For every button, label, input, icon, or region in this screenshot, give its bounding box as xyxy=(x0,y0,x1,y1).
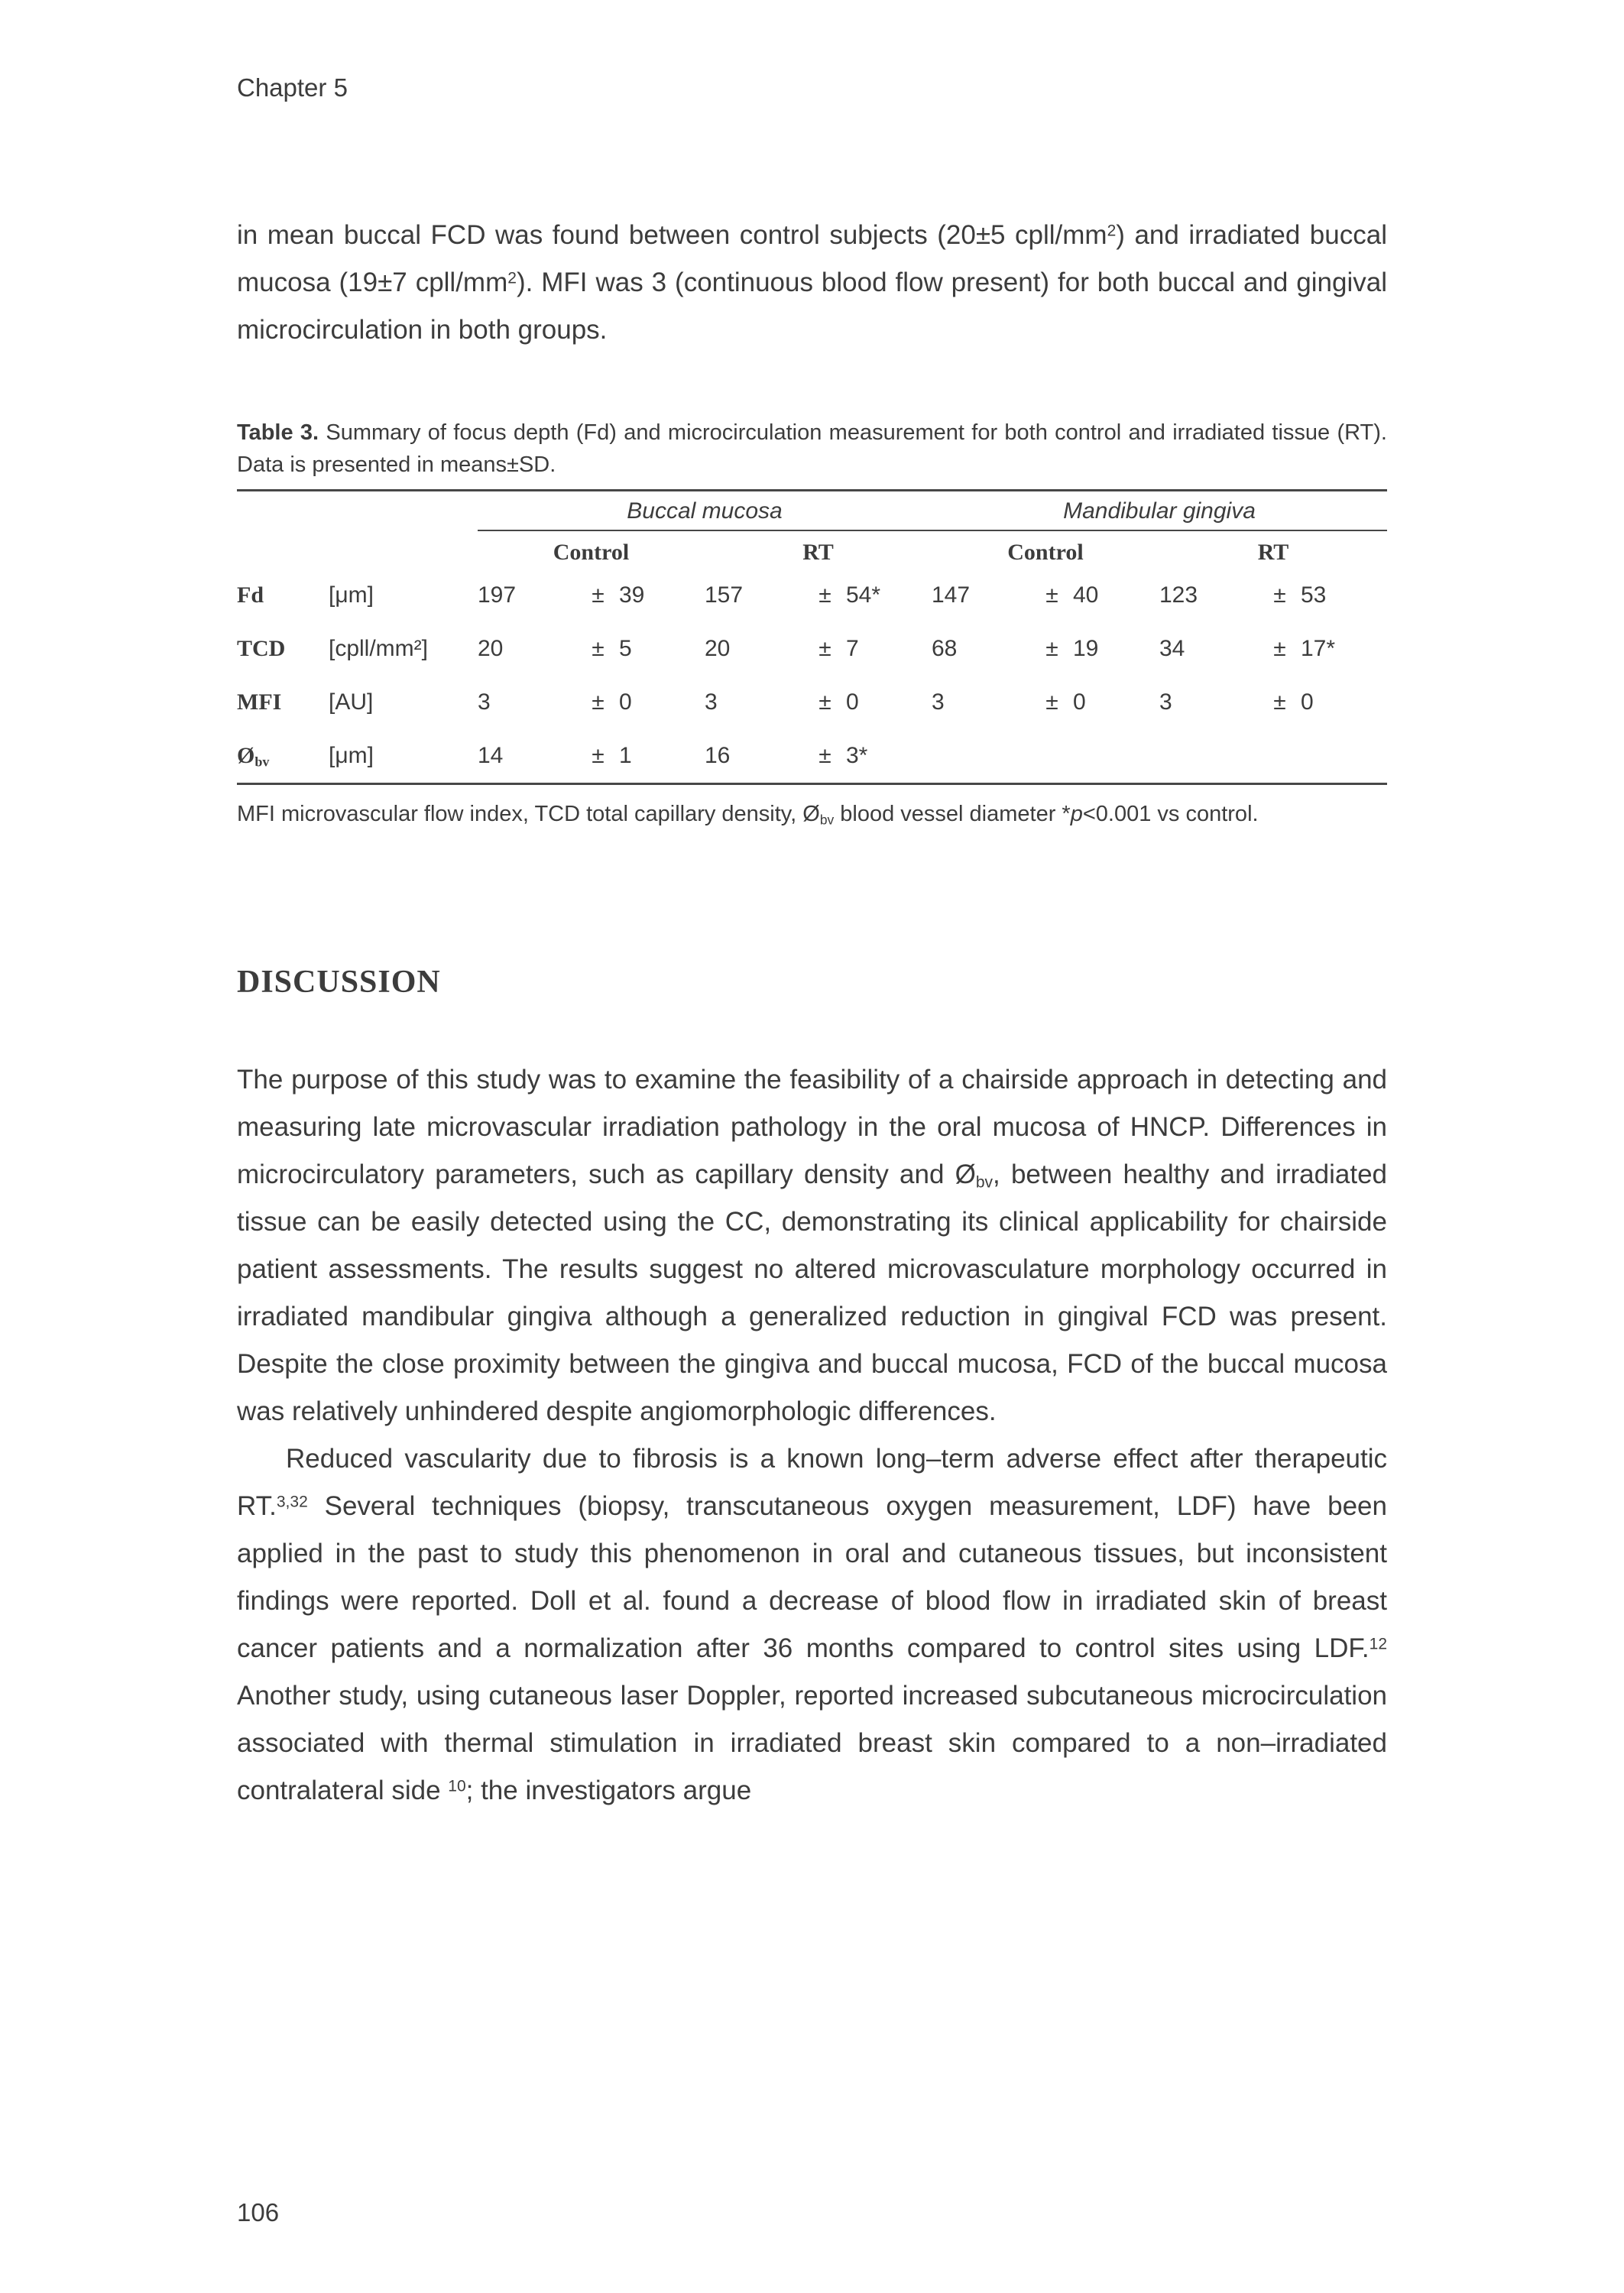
cell-sd: 39 xyxy=(619,582,645,608)
discussion-heading: DISCUSSION xyxy=(237,965,441,1000)
cell-pm: ± xyxy=(1045,636,1058,661)
cell-pm: ± xyxy=(592,582,605,608)
table-row-vessel-diameter xyxy=(237,729,1387,784)
row-unit: [μm] xyxy=(329,743,374,768)
sub-header-gingiva-control: Control xyxy=(1007,540,1084,565)
cell-sd: 40 xyxy=(1073,582,1099,608)
cell-mean: 16 xyxy=(705,743,731,768)
row-label-fd: Fd xyxy=(237,582,264,608)
discussion-paragraph-1: The purpose of this study was to examine the feasibility of a chairside approach in detecting and measuring late microvascular irradiation pathology in the oral mucosa of HNCP. Differences in microcirculatory parameters, such as capillary density and $Ø_{bv}$, between healthy and irradiated tissue can be easily detected using the CC, demonstrating its clinical applicability for chairside patient assessments. The results suggest no altered microvasculature morphology occurred in irradiated mandibular gingiva although a generalized reduction in gingival FCD was present. Despite the close proximity between the gingiva and buccal mucosa, FCD of the buccal mucosa was relatively unhindered despite angiomorphologic differences. xyxy=(237,1065,1387,1426)
cell-pm: ± xyxy=(1273,582,1286,608)
cell-sd: 7 xyxy=(846,636,859,661)
cell-sd: 0 xyxy=(1073,689,1086,715)
cell-sd: 53 xyxy=(1301,582,1327,608)
row-unit: [cpll/mm²] xyxy=(329,636,428,661)
cell-mean: 68 xyxy=(932,636,958,661)
cell-pm: ± xyxy=(1273,689,1286,715)
row-unit: [AU] xyxy=(329,689,374,715)
chapter-header: Chapter 5 xyxy=(237,73,348,102)
cell-pm: ± xyxy=(592,689,605,715)
table-footnote: MFI microvascular flow index, TCD total capillary density, $Ø_{bv}$ blood vessel diameter *p<0.001 vs control. xyxy=(237,802,1259,828)
table-group-header-row xyxy=(237,491,1387,531)
row-label-mfi: MFI xyxy=(237,689,282,715)
cell-sd: 19 xyxy=(1073,636,1099,661)
cell-mean: 197 xyxy=(478,582,517,608)
cell-mean: 20 xyxy=(705,636,731,661)
row-label-vessel-diameter: $Ø_{bv}$ xyxy=(237,743,270,770)
cell-pm: ± xyxy=(592,743,605,768)
sub-header-buccal-control: Control xyxy=(553,540,630,565)
table-caption xyxy=(237,417,1387,481)
table-caption-label: Table 3. xyxy=(237,420,326,445)
cell-sd: 3* xyxy=(846,743,868,768)
cell-pm: ± xyxy=(818,689,831,715)
cell-mean: 157 xyxy=(705,582,744,608)
row-label-tcd: TCD xyxy=(237,636,286,661)
cell-sd xyxy=(1301,729,1387,784)
cell-sd: 0 xyxy=(1301,689,1314,715)
cell-sd: 5 xyxy=(619,636,632,661)
cell-mean: 123 xyxy=(1159,582,1198,608)
cell-mean: 147 xyxy=(932,582,971,608)
cell-pm: ± xyxy=(1045,582,1058,608)
table-row-mfi xyxy=(237,676,1387,729)
cell-sd: 0 xyxy=(846,689,859,715)
group-header-spacer xyxy=(237,491,478,531)
cell-pm: ± xyxy=(818,636,831,661)
cell-pm: ± xyxy=(592,636,605,661)
table-row-fd xyxy=(237,569,1387,622)
row-unit: [μm] xyxy=(329,582,374,608)
sub-header-spacer xyxy=(237,530,478,569)
cell-pm xyxy=(1259,729,1301,784)
group-header-mandibular-gingiva: Mandibular gingiva xyxy=(932,491,1387,531)
table-sub-header-row xyxy=(237,530,1387,569)
page-number: 106 xyxy=(237,2198,280,2227)
cell-sd: 54* xyxy=(846,582,881,608)
sub-header-gingiva-rt: RT xyxy=(1257,540,1289,565)
cell-pm: ± xyxy=(818,582,831,608)
cell-sd: 1 xyxy=(619,743,632,768)
table-caption-text: Summary of focus depth (Fd) and microcirculation measurement for both control and irradiated tissue (RT). Data is presented in means±SD. xyxy=(237,420,1387,477)
table-3 xyxy=(237,489,1387,785)
cell-mean: 3 xyxy=(1159,689,1172,715)
cell-pm: ± xyxy=(1045,689,1058,715)
group-header-buccal-mucosa: Buccal mucosa xyxy=(478,491,932,531)
cell-sd: 17* xyxy=(1301,636,1336,661)
cell-mean xyxy=(1159,729,1259,784)
page-content xyxy=(237,0,1387,1815)
table-row-tcd xyxy=(237,622,1387,676)
sub-header-buccal-rt: RT xyxy=(802,540,834,565)
cell-mean: 3 xyxy=(478,689,491,715)
intro-paragraph: in mean buccal FCD was found between control subjects (20±5 cpll/$mm^2$) and irradiated buccal mucosa (19±7 cpll/$mm^2$). MFI was 3 (continuous blood flow present) for both buccal and gingival microcirculation in both groups. xyxy=(237,220,1387,345)
cell-pm: ± xyxy=(1273,636,1286,661)
cell-mean xyxy=(932,729,1031,784)
cell-mean: 34 xyxy=(1159,636,1185,661)
discussion-paragraph-2: Reduced vascularity due to fibrosis is a known long–term adverse effect after therapeutic RT.$^{3,32}$ Several techniques (biopsy, transcutaneous oxygen measurement, LDF) have been applied in the past to study this phenomenon in oral and cutaneous tissues, but inconsistent findings were reported. Doll et al. found a decrease of blood flow in irradiated skin of breast cancer patients and a normalization after 36 months compared to control sites using LDF.$^{12}$ Another study, using cutaneous laser Doppler, reported increased subcutaneous microcirculation associated with thermal stimulation in irradiated breast skin compared to a non–irradiated contralateral side $^{10}$; the investigators argue xyxy=(237,1444,1387,1805)
cell-mean: 14 xyxy=(478,743,504,768)
cell-mean: 3 xyxy=(705,689,718,715)
cell-pm: ± xyxy=(818,743,831,768)
cell-pm xyxy=(1031,729,1073,784)
cell-sd xyxy=(1073,729,1159,784)
cell-mean: 20 xyxy=(478,636,504,661)
cell-mean: 3 xyxy=(932,689,945,715)
cell-sd: 0 xyxy=(619,689,632,715)
